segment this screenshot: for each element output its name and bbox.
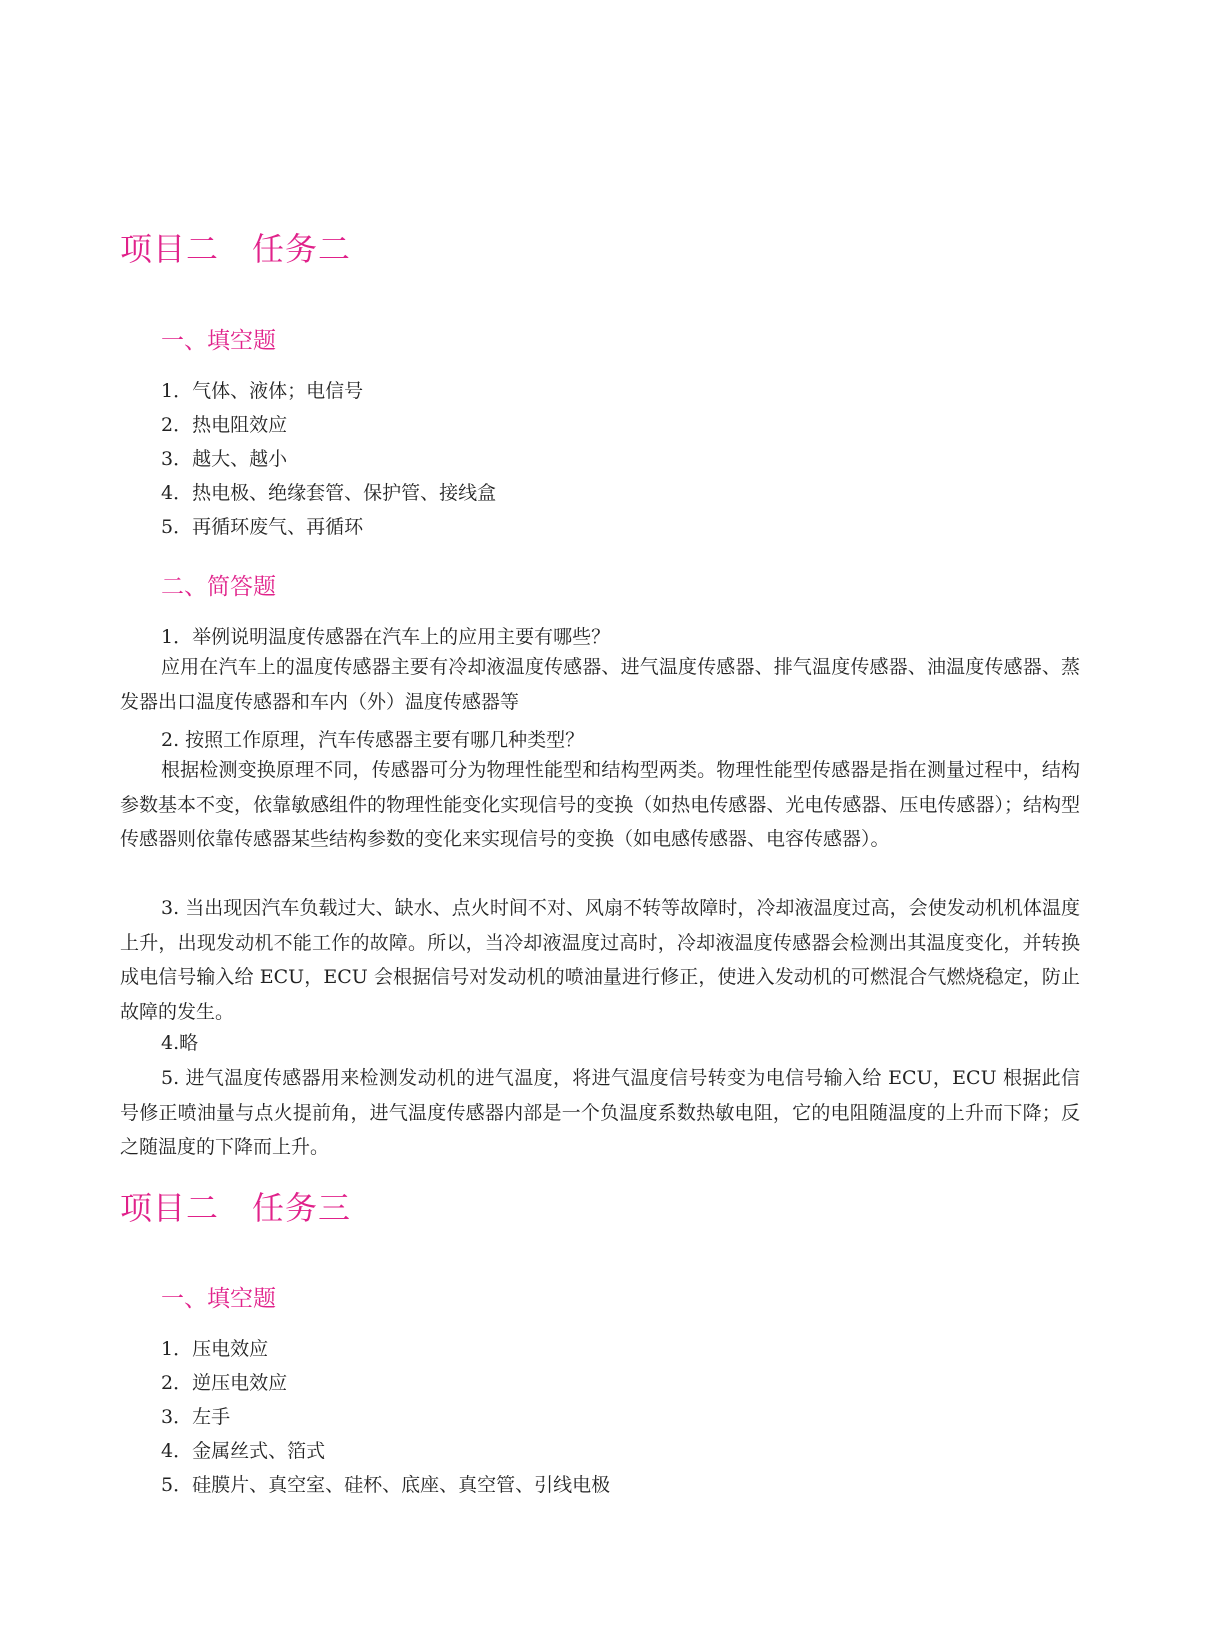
answer-4: 4.略 [161,1032,199,1054]
answer-2: 根据检测变换原理不同，传感器可分为物理性能型和结构型两类。物理性能型传感器是指在测量过程中，结构参数基本不变，依靠敏感组件的物理性能变化实现信号的变换（如热电传感器、光电传感器、压电传感器）；结构型传感器则依靠传感器某些结构参数的变化来实现信号的变换（如电感传感器、电容传感器）。 [120,759,1080,850]
list-item: 4．金属丝式、箔式 [161,1440,326,1462]
short-answer-heading: 二、简答题 [161,574,276,600]
list-item: 1．压电效应 [161,1338,269,1360]
question-2: 2. 按照工作原理，汽车传感器主要有哪几种类型？ [161,729,585,751]
fill-blank-heading-task2: 一、填空题 [161,328,276,354]
list-item: 3．左手 [161,1406,231,1428]
answer-1: 应用在汽车上的温度传感器主要有冷却液温度传感器、进气温度传感器、排气温度传感器、油温度传感器、蒸发器出口温度传感器和车内（外）温度传感器等 [120,656,1080,713]
list-item: 4．热电极、绝缘套管、保护管、接线盒 [161,482,497,504]
list-item: 1．气体、液体；电信号 [161,380,364,402]
list-item: 5．再循环废气、再循环 [161,516,364,538]
fill-blank-heading-task3: 一、填空题 [161,1286,276,1312]
list-item: 3．越大、越小 [161,448,288,470]
list-item: 2．热电阻效应 [161,414,288,436]
section-title-task3: 项目二 任务三 [120,1189,352,1227]
answer-3: 3. 当出现因汽车负载过大、缺水、点火时间不对、风扇不转等故障时，冷却液温度过高，会使发动机机体温度上升，出现发动机不能工作的故障。所以，当冷却液温度过高时，冷却液温度传感器会检测出其温度变化，并转换成电信号输入给 ECU，ECU 会根据信号对发动机的喷油量进行修正，使进入发动机的可燃混合气燃烧稳定，防止故障的发生。 [120,897,1080,1023]
list-item: 2．逆压电效应 [161,1372,288,1394]
section-title-task2: 项目二 任务二 [120,230,352,268]
list-item: 5．硅膜片、真空室、硅杯、底座、真空管、引线电极 [161,1474,611,1496]
answer-5: 5. 进气温度传感器用来检测发动机的进气温度，将进气温度信号转变为电信号输入给 ECU，ECU 根据此信号修正喷油量与点火提前角，进气温度传感器内部是一个负温度系数热敏电阻，它的电阻随温度的上升而下降；反之随温度的下降而上升。 [120,1067,1080,1158]
question-1: 1．举例说明温度传感器在汽车上的应用主要有哪些？ [161,626,611,648]
